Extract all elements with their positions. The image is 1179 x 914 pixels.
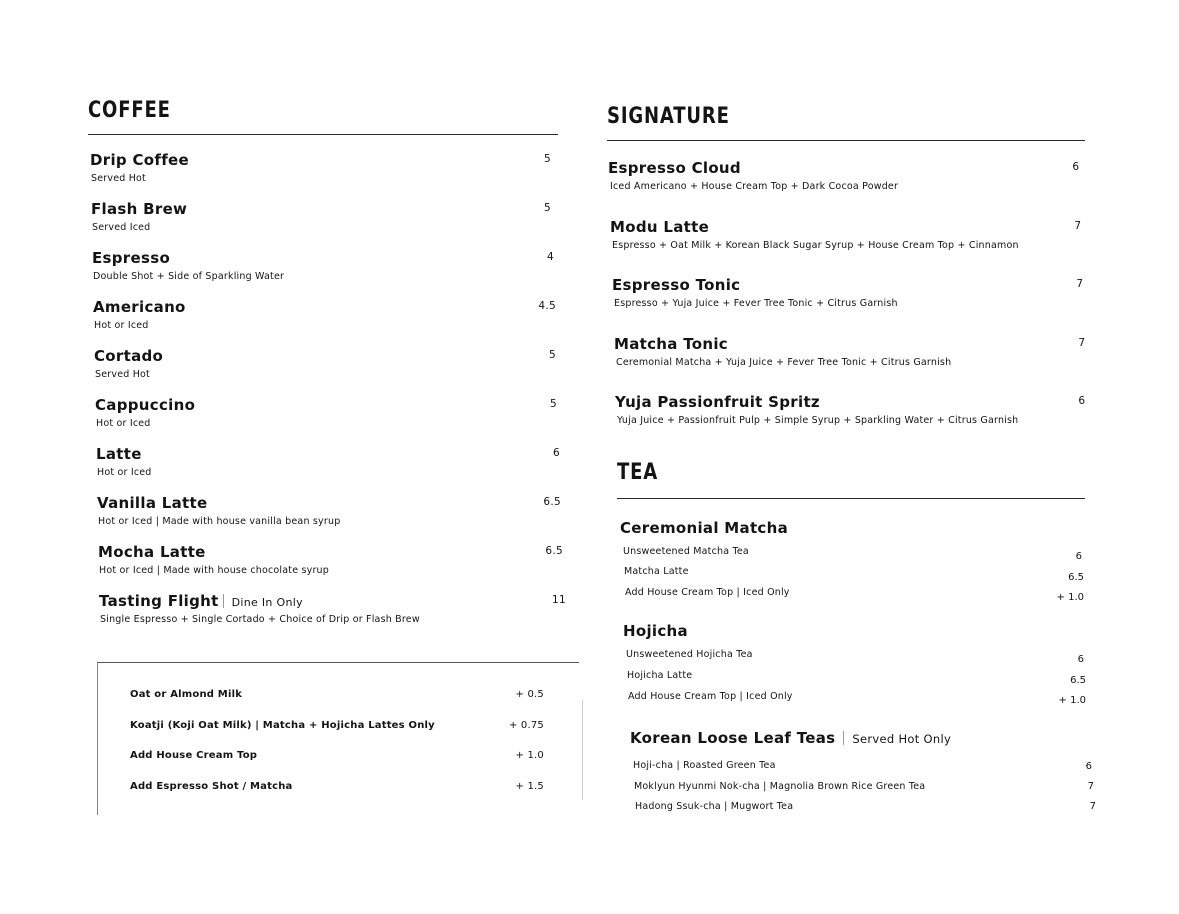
served-hot-tag: Served Hot Only <box>852 732 952 746</box>
item-price: 6.5 <box>543 496 561 508</box>
addons-box-edge <box>582 700 583 800</box>
item-price: 5 <box>544 202 551 214</box>
tea-price: 6 <box>1077 654 1084 665</box>
tasting-flight-name: Tasting Flight <box>99 592 219 610</box>
tea-group-korean-loose-leaf <box>630 729 951 747</box>
item-price: 7 <box>1078 336 1085 349</box>
menu-item-yuja-passionfruit-spritz <box>614 393 1085 452</box>
tea-price: + 1.0 <box>1058 695 1086 706</box>
item-desc: Espresso + Oat Milk + Korean Black Sugar Syrup + House Cream Top + Cinnamon <box>612 239 1019 251</box>
item-name: Espresso Cloud <box>608 159 741 177</box>
menu-item-latte <box>94 445 558 494</box>
item-name: Espresso <box>92 249 171 267</box>
item-name: Latte <box>96 445 142 463</box>
tea-title: TEA <box>617 460 659 485</box>
item-desc: Hot or Iced <box>96 418 151 429</box>
item-name: Flash Brew <box>91 200 188 218</box>
menu-item-cappuccino <box>93 396 558 445</box>
item-price: 6.5 <box>545 545 563 557</box>
addon-price: + 1.0 <box>515 750 544 761</box>
tea-price: 7 <box>1087 781 1094 792</box>
item-price: 4.5 <box>538 300 556 312</box>
tea-row-matcha-latte: Matcha Latte <box>624 566 689 577</box>
item-name: Cortado <box>94 347 164 365</box>
tea-price: 6 <box>1075 551 1082 562</box>
item-name: Drip Coffee <box>90 151 189 169</box>
addon-label: Koatji (Koji Oat Milk) | Matcha + Hojicha Lattes Only <box>130 720 435 731</box>
item-desc: Ceremonial Matcha + Yuja Juice + Fever Tree Tonic + Citrus Garnish <box>616 356 952 368</box>
item-price: 11 <box>552 594 566 606</box>
item-price: 6 <box>1072 161 1079 173</box>
addons-box <box>97 662 579 815</box>
tea-row-hadong-ssuk-cha: Hadong Ssuk-cha | Mugwort Tea <box>635 801 794 812</box>
menu-item-vanilla-latte <box>95 494 561 543</box>
item-name <box>99 592 303 610</box>
tea-row-hoji-cha: Hoji-cha | Roasted Green Tea <box>633 760 776 771</box>
item-price: 6 <box>553 447 560 459</box>
item-name: Cappuccino <box>95 396 196 414</box>
tea-price: 7 <box>1089 801 1096 812</box>
item-desc: Hot or Iced <box>97 467 152 478</box>
menu-item-espresso-cloud <box>607 159 1085 218</box>
tea-price: + 1.0 <box>1056 592 1084 603</box>
addon-espresso-shot-matcha <box>130 781 544 792</box>
item-desc: Yuja Juice + Passionfruit Pulp + Simple Syrup + Sparkling Water + Citrus Garnish <box>617 415 1019 426</box>
tea-price: 6.5 <box>1070 675 1086 686</box>
menu-item-americano <box>91 298 558 347</box>
tea-row-matcha-cream-top: Add House Cream Top | Iced Only <box>625 587 790 598</box>
item-desc: Served Hot <box>91 173 146 184</box>
addon-price: + 0.5 <box>515 689 544 700</box>
item-price: 7 <box>1076 278 1083 290</box>
item-desc: Hot or Iced | Made with house vanilla bean syrup <box>98 516 341 527</box>
coffee-divider <box>88 134 558 135</box>
item-desc: Single Espresso + Single Cortado + Choice of Drip or Flash Brew <box>100 614 420 625</box>
item-price: 7 <box>1074 219 1081 232</box>
addon-label: Add House Cream Top <box>130 750 258 761</box>
menu-item-espresso <box>90 249 558 298</box>
item-desc: Served Iced <box>92 222 151 233</box>
item-desc: Hot or Iced | Made with house chocolate syrup <box>99 565 330 576</box>
item-price: 5 <box>550 398 557 410</box>
item-name: Modu Latte <box>610 217 710 236</box>
addon-label: Add Espresso Shot / Matcha <box>130 781 293 792</box>
tea-row-unsweetened-matcha: Unsweetened Matcha Tea <box>623 546 749 557</box>
signature-list <box>607 159 1085 452</box>
tea-section <box>617 458 1085 499</box>
dine-in-tag: Dine In Only <box>231 596 303 609</box>
coffee-title: COFFEE <box>88 98 171 123</box>
tea-divider <box>617 498 1085 499</box>
item-name: Mocha Latte <box>98 543 206 561</box>
addon-oat-almond-milk <box>130 689 544 700</box>
signature-section <box>607 102 1085 452</box>
item-name: Espresso Tonic <box>612 276 741 294</box>
item-price: 6 <box>1078 395 1085 407</box>
menu-item-cortado <box>92 347 558 396</box>
addon-label: Oat or Almond Milk <box>130 689 243 700</box>
tea-row-moklyun-hyunmi: Moklyun Hyunmi Nok-cha | Magnolia Brown Rice Green Tea <box>634 781 926 792</box>
addon-house-cream-top <box>130 750 544 761</box>
coffee-list <box>88 151 566 641</box>
tea-row-unsweetened-hojicha: Unsweetened Hojicha Tea <box>626 649 753 660</box>
item-desc: Served Hot <box>95 369 150 380</box>
menu-item-espresso-tonic <box>611 276 1085 335</box>
signature-title: SIGNATURE <box>607 104 730 129</box>
item-desc: Espresso + Yuja Juice + Fever Tree Tonic + Citrus Garnish <box>614 298 898 309</box>
menu-item-drip-coffee <box>88 151 558 200</box>
tea-row-hojicha-latte: Hojicha Latte <box>627 670 693 681</box>
menu-item-flash-brew <box>89 200 558 249</box>
menu-item-modu-latte <box>609 218 1085 277</box>
item-name: Yuja Passionfruit Spritz <box>615 393 820 411</box>
item-price: 5 <box>549 349 556 361</box>
menu-item-tasting-flight <box>97 592 566 641</box>
coffee-section <box>88 96 566 641</box>
item-name: Americano <box>93 298 186 316</box>
tea-price: 6 <box>1085 761 1092 772</box>
tea-row-hojicha-cream-top: Add House Cream Top | Iced Only <box>628 691 793 702</box>
korean-tea-title: Korean Loose Leaf Teas <box>630 729 836 747</box>
item-desc: Hot or Iced <box>94 320 149 331</box>
item-name: Matcha Tonic <box>614 334 728 353</box>
divider-bar <box>843 731 844 745</box>
menu-item-mocha-latte <box>96 543 563 592</box>
item-desc: Iced Americano + House Cream Top + Dark Cocoa Powder <box>610 181 899 192</box>
item-price: 5 <box>544 153 551 165</box>
addon-price: + 1.5 <box>515 781 544 792</box>
item-desc: Double Shot + Side of Sparkling Water <box>93 271 285 282</box>
tea-group-hojicha: Hojicha <box>623 622 688 640</box>
menu-item-matcha-tonic <box>613 335 1085 394</box>
addon-price: + 0.75 <box>508 720 544 731</box>
tea-group-ceremonial-matcha: Ceremonial Matcha <box>620 519 789 537</box>
divider-bar <box>223 594 224 608</box>
addon-koatji <box>130 720 544 731</box>
item-price: 4 <box>547 251 554 263</box>
signature-divider <box>607 140 1085 141</box>
item-name: Vanilla Latte <box>97 494 208 512</box>
tea-price: 6.5 <box>1068 572 1084 583</box>
